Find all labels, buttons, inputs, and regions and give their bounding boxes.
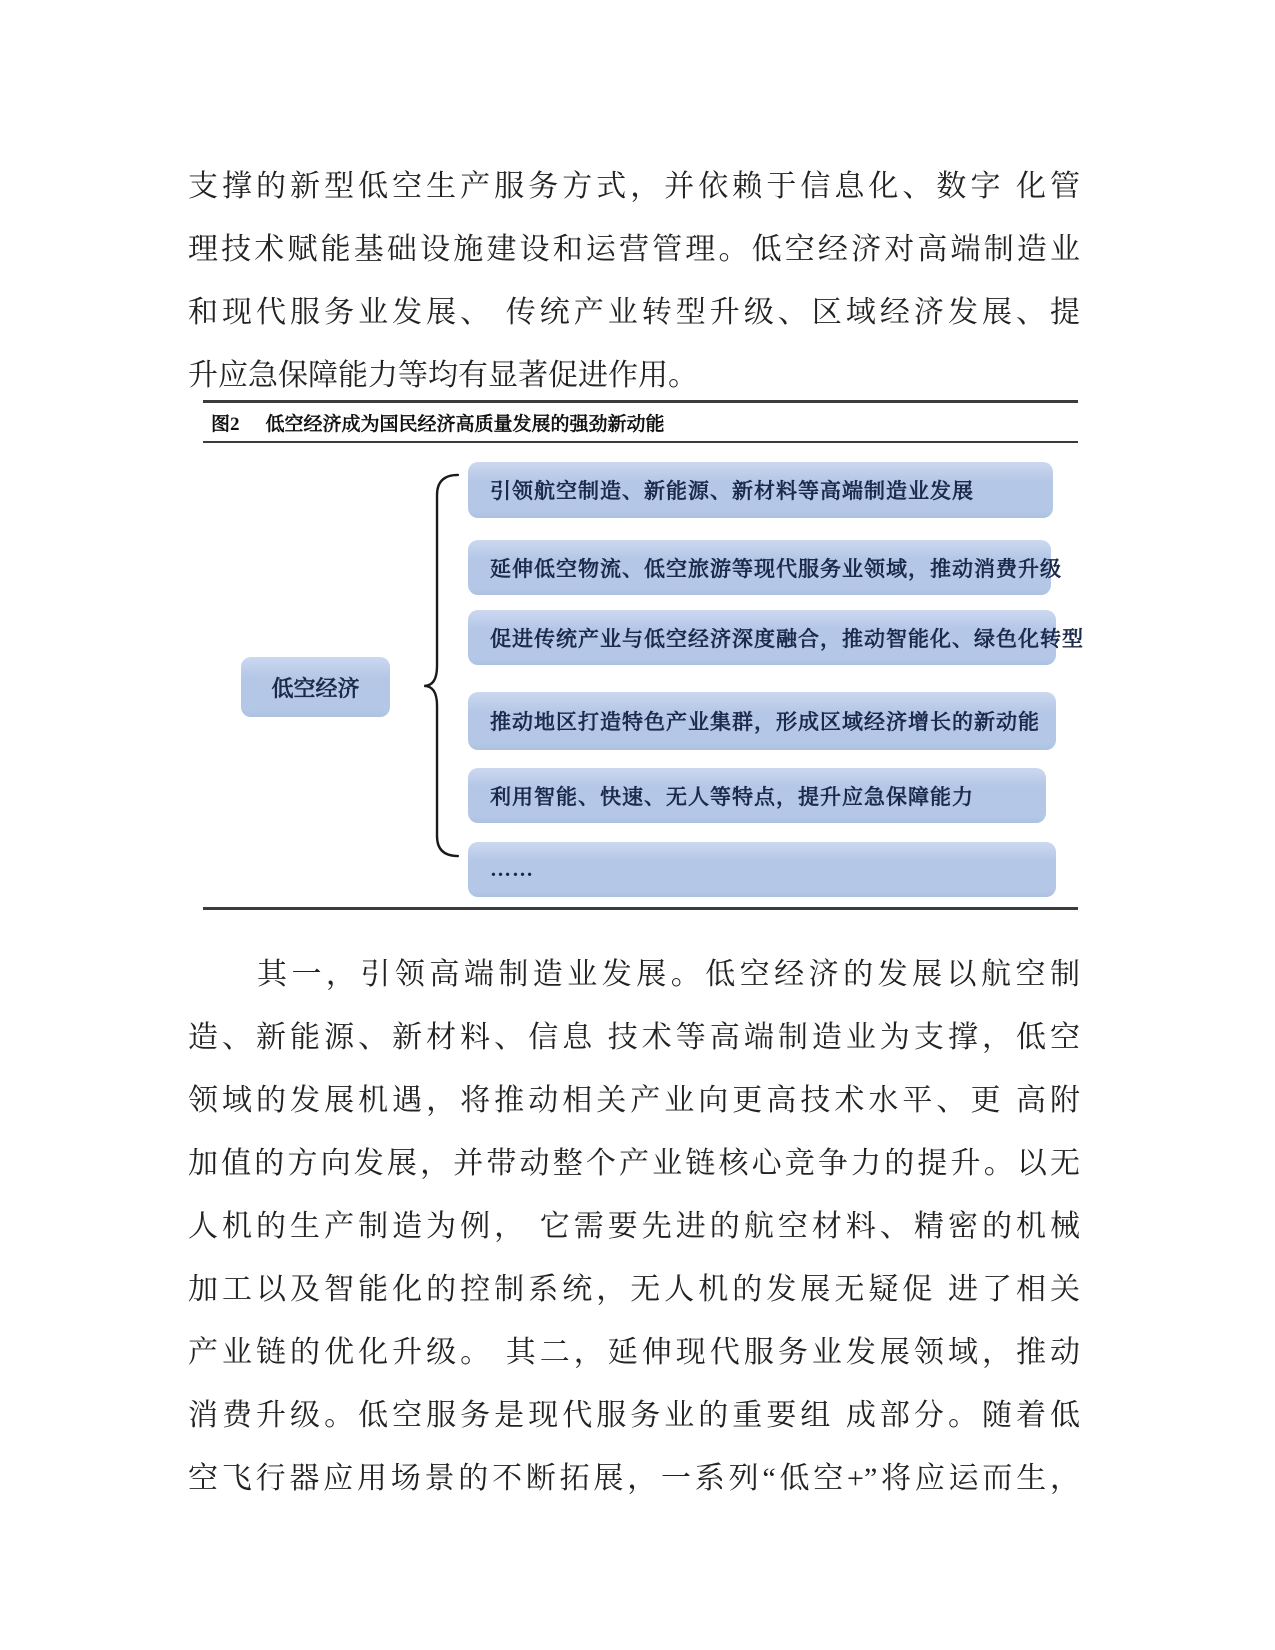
figure-caption	[203, 400, 1078, 443]
diagram-node: 推动地区打造特色产业集群，形成区域经济增长的新动能	[468, 692, 1056, 750]
body-text-line: 产业链的优化升级。 其二，延伸现代服务业发展领域，推动	[188, 1336, 1080, 1369]
body-text-line: 支撑的新型低空生产服务方式，并依赖于信息化、数字 化管	[188, 170, 1080, 203]
figure-number: 图2	[211, 413, 240, 435]
body-text-line: 加工以及智能化的控制系统，无人机的发展无疑促 进了相关	[188, 1273, 1080, 1306]
body-text-line: 加值的方向发展，并带动整个产业链核心竞争力的提升。以无	[188, 1147, 1080, 1180]
body-text-line: 空飞行器应用场景的不断拓展，一系列“低空+”将应运而生，	[188, 1462, 1080, 1495]
brace-connector-icon	[421, 473, 463, 863]
diagram-node: 利用智能、快速、无人等特点，提升应急保障能力	[468, 768, 1046, 823]
body-text-line: 领域的发展机遇，将推动相关产业向更高技术水平、更 高附	[188, 1084, 1080, 1117]
body-text-line: 消费升级。低空服务是现代服务业的重要组 成部分。随着低	[188, 1399, 1080, 1432]
body-text-line: 升应急保障能力等均有显著促进作用。	[188, 359, 698, 392]
paragraph-body	[188, 943, 1080, 1510]
body-text-line: 和现代服务业发展、 传统产业转型升级、区域经济发展、提	[188, 296, 1080, 329]
figure-title-text: 低空经济成为国民经济高质量发展的强劲新动能	[265, 413, 665, 435]
diagram-node: 引领航空制造、新能源、新材料等高端制造业发展	[468, 462, 1053, 518]
diagram-root-node: 低空经济	[241, 657, 390, 717]
diagram-node: 延伸低空物流、低空旅游等现代服务业领域，推动消费升级	[468, 540, 1051, 595]
paragraph-intro	[188, 155, 1080, 407]
body-text-line: 理技术赋能基础设施建设和运营管理。低空经济对高端制造业	[188, 233, 1080, 266]
body-text-line: 造、新能源、新材料、信息 技术等高端制造业为支撑，低空	[188, 1021, 1080, 1054]
diagram-node: 促进传统产业与低空经济深度融合，推动智能化、绿色化转型	[468, 610, 1056, 665]
body-text-line: 其一，引领高端制造业发展。低空经济的发展以航空制	[188, 958, 1080, 991]
diagram	[203, 443, 1084, 910]
diagram-node: ……	[468, 842, 1056, 897]
body-text-line: 人机的生产制造为例， 它需要先进的航空材料、精密的机械	[188, 1210, 1080, 1243]
figure-block	[203, 400, 1084, 910]
